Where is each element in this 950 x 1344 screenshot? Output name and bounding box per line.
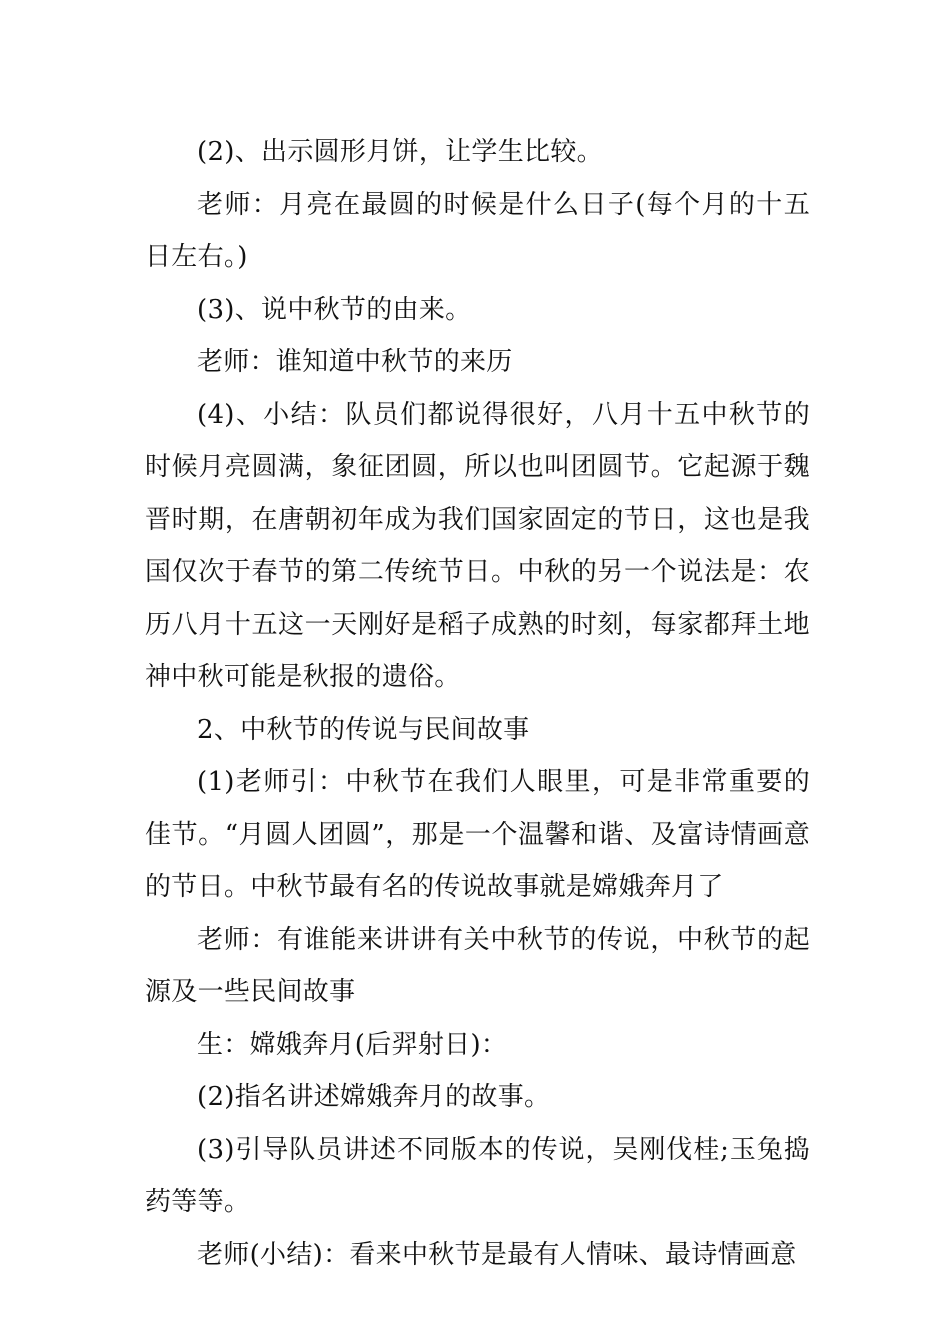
paragraph-teacher-legend-question: 老师：有谁能来讲讲有关中秋节的传说，中秋节的起源及一些民间故事 xyxy=(145,924,810,1007)
paragraph-origin-heading: (3)、说中秋节的由来。 xyxy=(197,294,472,325)
section-heading-legends: 2、中秋节的传说与民间故事 xyxy=(197,714,530,745)
paragraph-summary: (4)、小结：队员们都说得很好，八月十五中秋节的时候月亮圆满，象征团圆，所以也叫团圆节。它起源于魏晋时期，在唐朝初年成为我们国家固定的节日，这也是我国仅次于春节的第二传统节日。中秋的另一个说法是：农历八月十五这一天刚好是稻子成熟的时刻，每家都拜土地神中秋可能是秋报的遗俗。 xyxy=(145,399,810,692)
paragraph-student-answer: 生：嫦娥奔月(后羿射日)： xyxy=(197,1029,508,1060)
paragraph-teacher-conclusion: 老师(小结)：看来中秋节是最有人情味、最诗情画意 xyxy=(197,1239,797,1270)
paragraph-teacher-origin-question: 老师：谁知道中秋节的来历 xyxy=(197,347,513,377)
paragraph-other-legends: (3)引导队员讲述不同版本的传说，吴刚伐桂;玉兔捣药等等。 xyxy=(145,1134,810,1217)
document-body xyxy=(145,126,810,1281)
paragraph-teacher-intro: (1)老师引：中秋节在我们人眼里，可是非常重要的佳节。“月圆人团圆”，那是一个温馨和谐、及富诗情画意的节日。中秋节最有名的传说故事就是嫦娥奔月了 xyxy=(145,767,810,902)
paragraph-show-mooncake: (2)、出示圆形月饼，让学生比较。 xyxy=(197,137,603,167)
paragraph-teacher-full-moon: 老师：月亮在最圆的时候是什么日子(每个月的十五日左右。) xyxy=(145,189,810,272)
paragraph-chang-e-story: (2)指名讲述嫦娥奔月的故事。 xyxy=(197,1082,551,1112)
